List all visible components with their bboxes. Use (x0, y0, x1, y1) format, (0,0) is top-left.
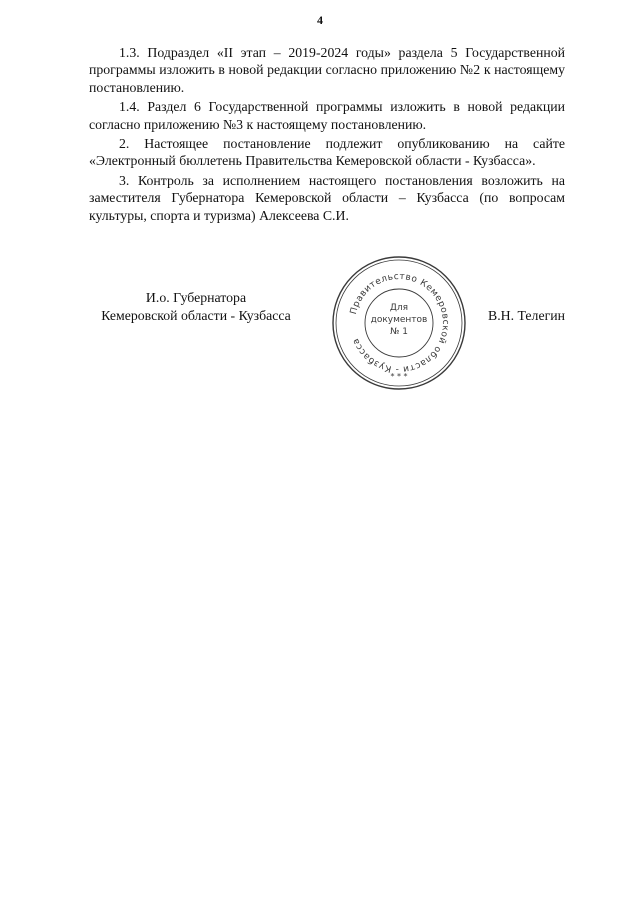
document-body (89, 44, 565, 226)
seal-center-line3: № 1 (390, 327, 408, 337)
official-seal (329, 253, 469, 393)
seal-stars: * * * (390, 372, 408, 381)
paragraph-3: 3. Контроль за исполнением настоящего постановления возложить на заместителя Губернатора Кемеровской области – Кузбасса (по вопросам культуры, спорта и туризма) Алексеева С.И. (89, 172, 565, 223)
paragraph-1-3: 1.3. Подраздел «II этап – 2019-2024 годы» раздела 5 Государственной программы изложить в новой редакции согласно приложению №2 к настоящему постановлению. (89, 45, 565, 95)
signatory-position (89, 289, 303, 325)
signatory-position-line2: Кемеровской области - Кузбасса (101, 308, 291, 323)
page-number: 4 (317, 13, 323, 27)
signatory-name: В.Н. Телегин (488, 308, 565, 323)
paragraph-2: 2. Настоящее постановление подлежит опубликованию на сайте «Электронный бюллетень Правительства Кемеровской области - Кузбасса». (89, 136, 565, 169)
seal-center-line2: документов (370, 315, 428, 325)
signatory-position-line1: И.о. Губернатора (145, 290, 247, 305)
seal-ring-text: Правительство Кемеровской области - Кузбасса (348, 271, 451, 375)
seal-center-line1: Для (389, 303, 409, 313)
paragraph-1-4: 1.4. Раздел 6 Государственной программы изложить в новой редакции согласно приложению №3 к настоящему постановлению. (89, 99, 565, 132)
